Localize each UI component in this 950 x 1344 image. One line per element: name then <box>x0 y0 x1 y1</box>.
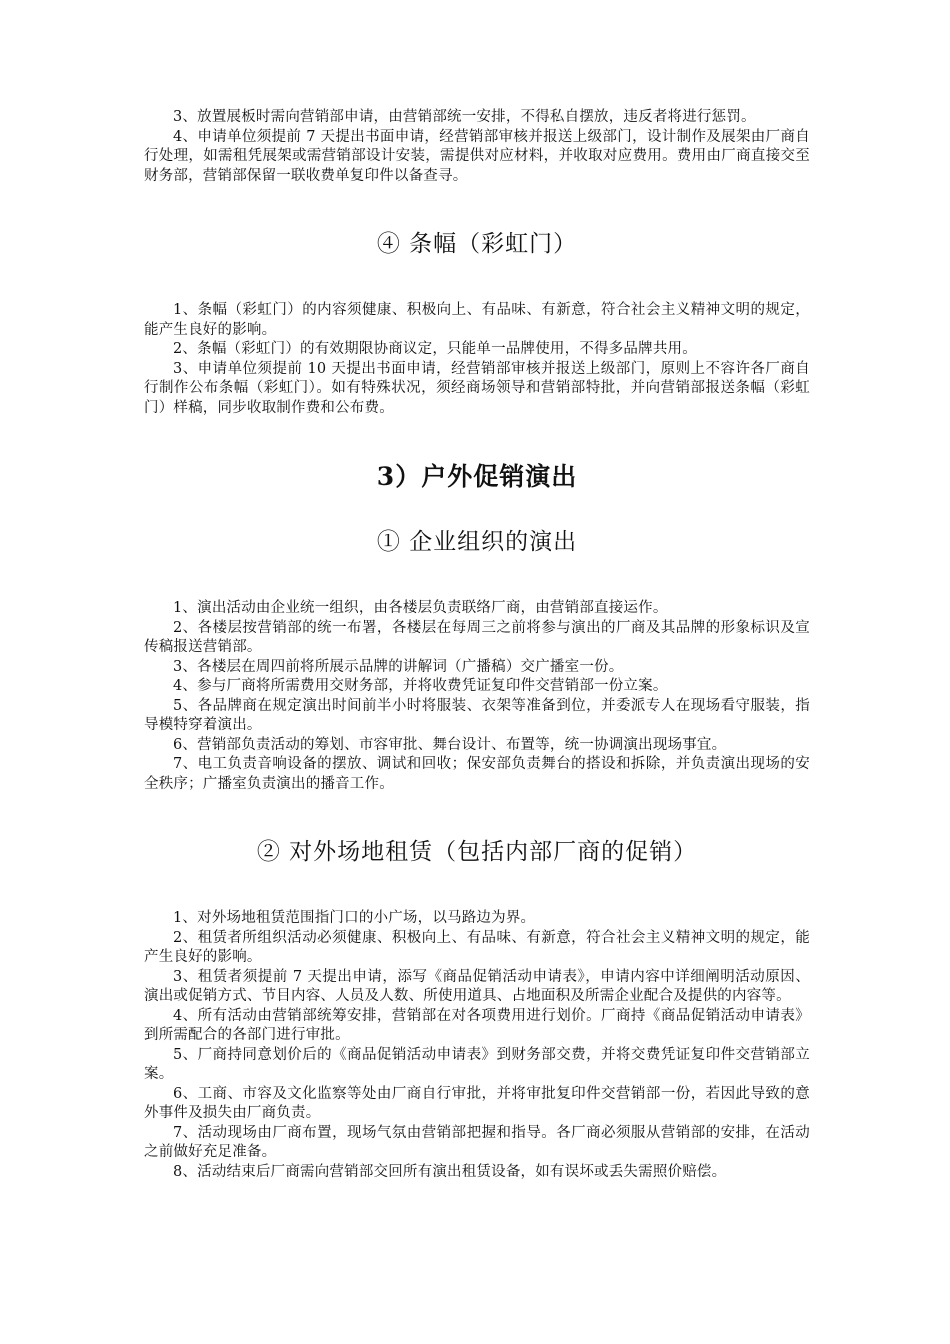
section-heading-venue-rental: ② 对外场地租赁（包括内部厂商的促销） <box>256 839 698 865</box>
paragraph: 5、各品牌商在规定演出时间前半小时将服装、衣架等准备到位，并委派专人在现场看守服装，指导模特穿着演出。 <box>144 697 810 733</box>
paragraph: 2、各楼层按营销部的统一布署，各楼层在每周三之前将参与演出的厂商及其品牌的形象标识及宣传稿报送营销部。 <box>144 619 810 655</box>
section-heading-enterprise-show: ① 企业组织的演出 <box>376 529 578 555</box>
paragraph: 3、申请单位须提前 10 天提出书面申请，经营销部审核并报送上级部门，原则上不容许各厂商自行制作公布条幅（彩虹门）。如有特殊状况，须经商场领导和营销部特批，并向营销部报送条幅（彩虹门）样稿，同步收取制作费和公布费。 <box>144 360 810 416</box>
section-heading-banner: ④ 条幅（彩虹门） <box>376 231 578 257</box>
paragraph: 7、电工负责音响设备的摆放、调试和回收；保安部负责舞台的搭设和拆除，并负责演出现场的安全秩序；广播室负责演出的播音工作。 <box>144 756 810 792</box>
paragraph: 8、活动结束后厂商需向营销部交回所有演出租赁设备，如有误坏或丢失需照价赔偿。 <box>173 1163 727 1180</box>
paragraph: 4、所有活动由营销部统筹安排，营销部在对各项费用进行划价。厂商持《商品促销活动申请表》到所需配合的各部门进行审批。 <box>144 1007 810 1043</box>
document-page <box>144 108 810 1182</box>
paragraph: 4、参与厂商将所需费用交财务部，并将收费凭证复印件交营销部一份立案。 <box>173 678 668 694</box>
paragraph: 4、申请单位须提前 7 天提出书面申请，经营销部审核并报送上级部门，设计制作及展架由厂商自行处理，如需租凭展架或需营销部设计安装，需提供对应材料，并收取对应费用。费用由厂商直接交至财务部，营销部保留一联收费单复印件以备查寻。 <box>144 128 810 184</box>
paragraph: 1、对外场地租赁范围指门口的小广场，以马路边为界。 <box>173 910 536 926</box>
paragraph: 1、演出活动由企业统一组织，由各楼层负责联络厂商，由营销部直接运作。 <box>173 600 668 616</box>
paragraph: 2、条幅（彩虹门）的有效期限协商议定，只能单一品牌使用，不得多品牌共用。 <box>173 341 697 357</box>
paragraph: 5、厂商持同意划价后的《商品促销活动申请表》到财务部交费，并将交费凭证复印件交营销部立案。 <box>144 1046 810 1082</box>
paragraph: 6、工商、市容及文化监察等处由厂商自行审批，并将审批复印件交营销部一份，若因此导致的意外事件及损失由厂商负责。 <box>144 1085 810 1121</box>
paragraph: 6、营销部负责活动的筹划、市容审批、舞台设计、布置等，统一协调演出现场事宜。 <box>173 736 727 753</box>
paragraph: 3、租赁者须提前 7 天提出申请，添写《商品促销活动申请表》，申请内容中详细阐明活动原因、演出或促销方式、节目内容、人员及人数、所使用道具、占地面积及所需企业配合及提供的内容等。 <box>144 968 810 1004</box>
paragraph: 3、各楼层在周四前将所展示品牌的讲解词（广播稿）交广播室一份。 <box>173 658 624 675</box>
paragraph: 7、活动现场由厂商布置，现场气氛由营销部把握和指导。各厂商必须服从营销部的安排，在活动之前做好充足准备。 <box>144 1124 810 1160</box>
paragraph: 3、放置展板时需向营销部申请，由营销部统一安排，不得私自摆放，违反者将进行惩罚。 <box>173 109 756 125</box>
paragraph: 2、租赁者所组织活动必须健康、积极向上、有品味、有新意，符合社会主义精神文明的规定，能产生良好的影响。 <box>144 929 810 965</box>
major-heading-outdoor: 3）户外促销演出 <box>376 462 578 491</box>
paragraph: 1、条幅（彩虹门）的内容须健康、积极向上、有品味、有新意，符合社会主义精神文明的规定，能产生良好的影响。 <box>144 302 810 338</box>
